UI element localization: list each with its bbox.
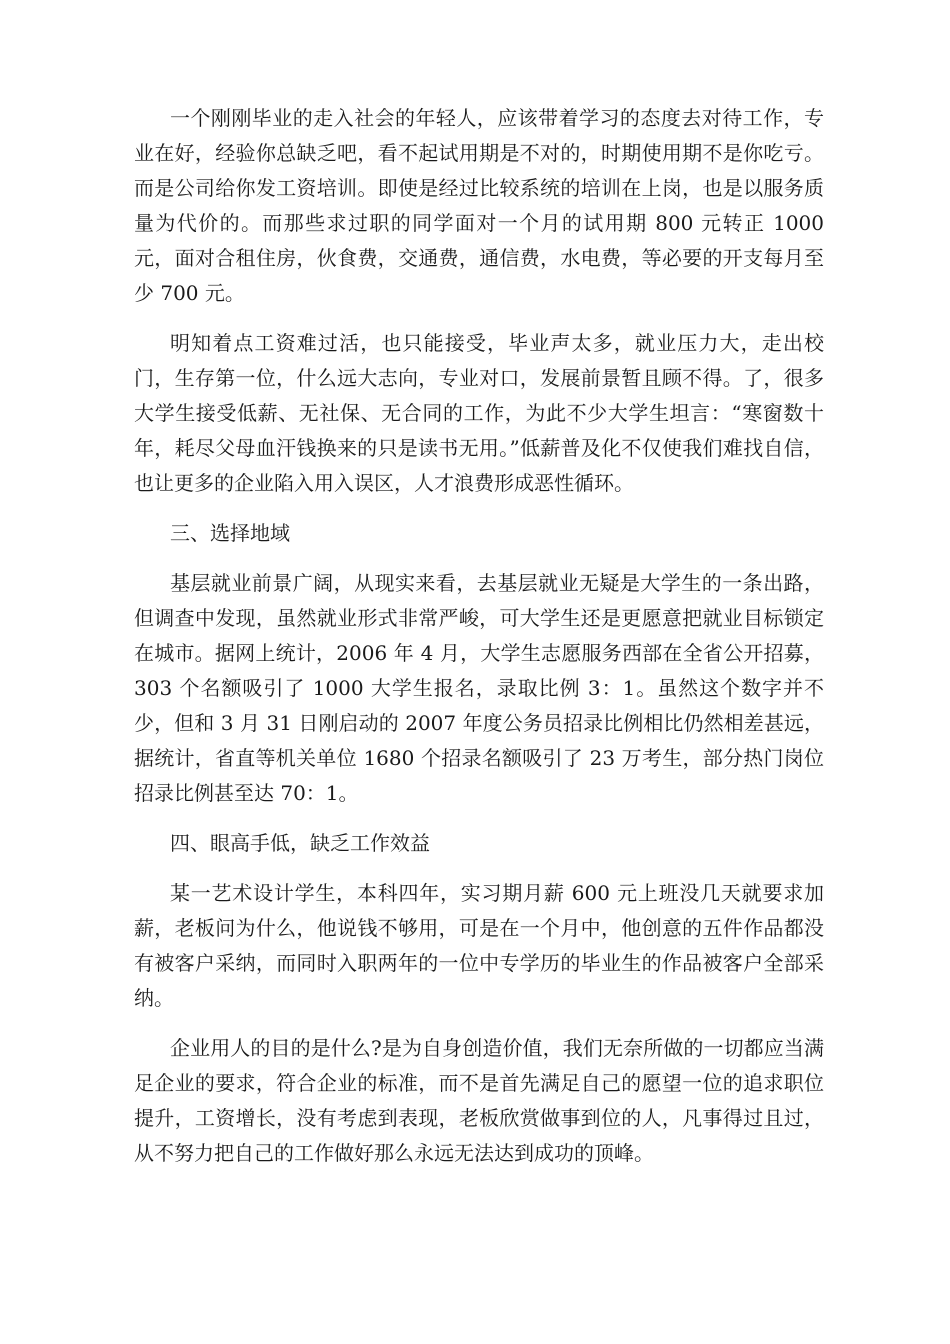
section-heading-ambition: 四、眼高手低，缺乏工作效益 — [170, 831, 430, 855]
paragraph-trial-period: 一个刚刚毕业的走入社会的年轻人，应该带着学习的态度去对待工作，专业在好，经验你总缺乏吧，看不起试用期是不对的，时期使用期不是你吃亏。而是公司给你发工资培训。即使是经过比较系统的培训在上岗，也是以服务质量为代价的。而那些求过职的同学面对一个月的试用期 800 元转正 1000 元，面对合租住房，伙食费，交通费，通信费，水电费，等必要的开支每月至少 700 元。 — [134, 106, 824, 305]
paragraph-grassroots-employment: 基层就业前景广阔，从现实来看，去基层就业无疑是大学生的一条出路，但调查中发现，虽然就业形式非常严峻，可大学生还是更愿意把就业目标锁定在城市。据网上统计，2006 年 4 月，大学生志愿服务西部在全省公开招募，303 个名额吸引了 1000 大学生报名，录取比例 3：1。虽然这个数字并不少，但和 3 月 31 日刚启动的 2007 年度公务员招录比例相比仍然相差甚远，据统计，省直等机关单位 1680 个招录名额吸引了 23 万考生，部分热门岗位招录比例甚至达 70：1。 — [134, 571, 824, 805]
document-body — [134, 101, 824, 1186]
paragraph-low-salary: 明知着点工资难过活，也只能接受，毕业声太多，就业压力大，走出校门，生存第一位，什么远大志向，专业对口，发展前景暂且顾不得。了，很多大学生接受低薪、无社保、无合同的工作，为此不少大学生坦言：“寒窗数十年，耗尽父母血汗钱换来的只是读书无用。”低薪普及化不仅使我们难找自信，也让更多的企业陷入用入误区，人才浪费形成恶性循环。 — [134, 331, 824, 495]
paragraph-art-student: 某一艺术设计学生，本科四年，实习期月薪 600 元上班没几天就要求加薪，老板问为什么，他说钱不够用，可是在一个月中，他创意的五件作品都没有被客户采纳，而同时入职两年的一位中专学历的毕业生的作品被客户全部采纳。 — [134, 881, 824, 1010]
section-heading-region: 三、选择地域 — [170, 521, 290, 545]
paragraph-enterprise-purpose: 企业用人的目的是什么?是为自身创造价值，我们无奈所做的一切都应当满足企业的要求，符合企业的标准，而不是首先满足自己的愿望一位的追求职位提升，工资增长，没有考虑到表现，老板欣赏做事到位的人，凡事得过且过，从不努力把自己的工作做好那么永远无法达到成功的顶峰。 — [134, 1036, 824, 1165]
